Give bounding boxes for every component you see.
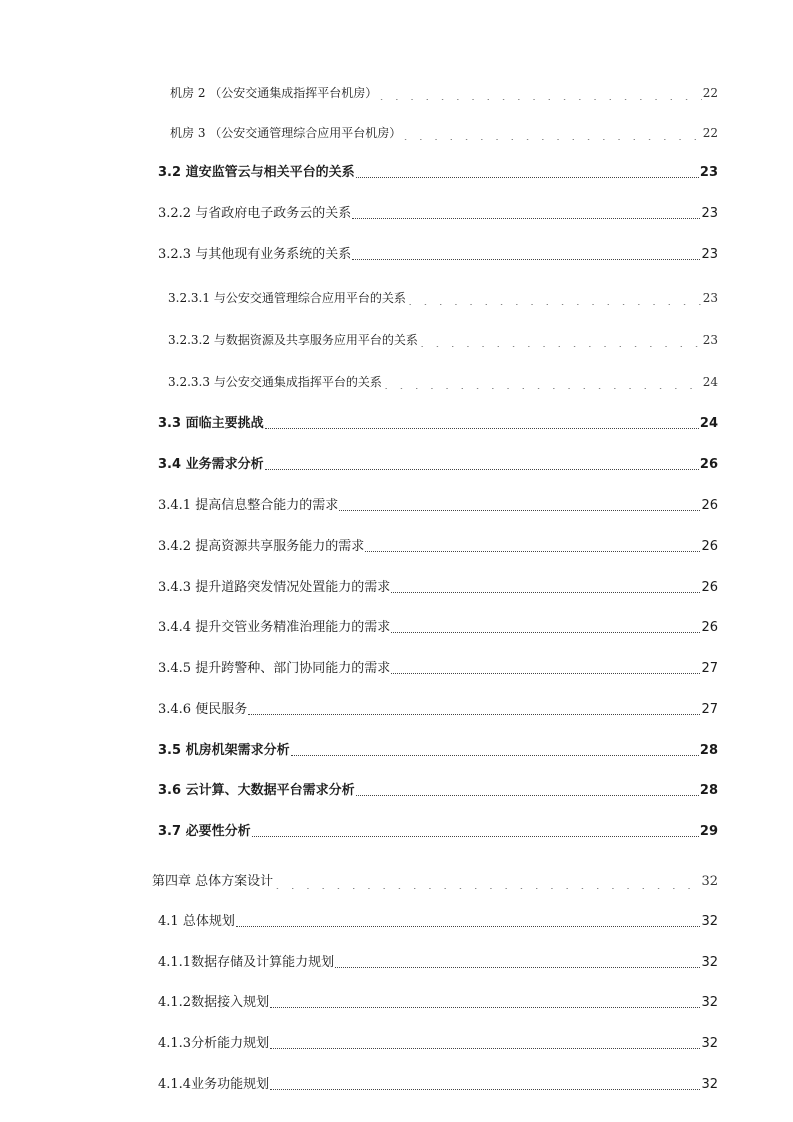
dot-leader [270, 1079, 700, 1090]
toc-page-number: 32 [701, 955, 718, 970]
toc-entry-3-3[interactable] [0, 409, 793, 433]
toc-entry-3-5[interactable] [0, 736, 793, 760]
toc-entry-title: 数据接入规划 [191, 995, 270, 1010]
dot-leader [391, 582, 700, 593]
toc-entry-title: 与数据资源及共享服务应用平台的关系 [213, 333, 418, 347]
toc-entry-title: 必要性分析 [185, 824, 251, 839]
toc-entry-text [158, 497, 338, 515]
toc-page-number: 23 [702, 333, 718, 347]
toc-entry-title: 数据存储及计算能力规划 [191, 955, 335, 970]
toc-entry-text [158, 782, 355, 800]
dot-leader [335, 957, 700, 968]
toc-entry-4-1-1[interactable] [0, 948, 793, 972]
dot-leader [356, 167, 699, 178]
toc-entry-text [158, 823, 251, 841]
toc-entry-number: 3.4.1 [158, 498, 192, 513]
toc-entry-number: 3.2.3.3 [168, 375, 210, 389]
toc-entry-4-1-2[interactable] [0, 988, 793, 1012]
toc-entry-text [158, 538, 364, 556]
toc-entry-room-3[interactable] [0, 118, 793, 142]
toc-page-number: 32 [701, 914, 718, 929]
dot-leader [383, 379, 702, 389]
toc-entry-number: 4.1.1 [158, 955, 192, 970]
toc-entry-number: 3.4.5 [158, 661, 192, 676]
toc-entry-4-1-4[interactable] [0, 1070, 793, 1094]
toc-entry-text [158, 164, 355, 182]
toc-page-number: 32 [701, 1036, 718, 1051]
toc-entry-text [168, 289, 406, 307]
toc-page-number: 32 [701, 1077, 718, 1092]
toc-entry-number: 3.2.3.1 [168, 291, 210, 305]
toc-entry-text [158, 1076, 269, 1094]
toc-page-number: 29 [699, 824, 718, 839]
toc-entry-text [158, 415, 264, 433]
toc-entry-3-2-2[interactable] [0, 199, 793, 223]
toc-page-number: 24 [699, 416, 718, 431]
toc-entry-text [158, 742, 290, 760]
toc-entry-title: 提升跨警种、部门协同能力的需求 [195, 661, 391, 676]
toc-entry-number: 3.4.6 [158, 702, 192, 717]
toc-entry-text [152, 873, 273, 891]
dot-leader [270, 997, 700, 1008]
toc-entry-title: 分析能力规划 [191, 1036, 270, 1051]
toc-page-number: 26 [699, 457, 718, 472]
toc-entry-3-4-3[interactable] [0, 573, 793, 597]
toc-page-number: 23 [699, 165, 718, 180]
toc-entry-text [158, 954, 334, 972]
toc-entry-number: 3.2.3 [158, 247, 192, 262]
dot-leader [270, 1038, 700, 1049]
dot-leader [352, 249, 700, 260]
toc-entry-chapter-4[interactable] [0, 867, 793, 891]
toc-entry-3-2[interactable] [0, 158, 793, 182]
toc-entry-3-6[interactable] [0, 776, 793, 800]
toc-entry-text [158, 205, 351, 223]
toc-entry-text [158, 619, 390, 637]
toc-entry-3-4[interactable] [0, 450, 793, 474]
toc-entry-3-4-1[interactable] [0, 491, 793, 515]
dot-leader [274, 879, 700, 889]
toc-entry-number: 第四章 [152, 874, 192, 889]
toc-entry-title: 与省政府电子政务云的关系 [195, 206, 352, 221]
toc-page-number: 23 [702, 291, 718, 305]
toc-entry-number: 机房 3 [170, 126, 206, 140]
dot-leader [407, 295, 702, 305]
dot-leader [356, 785, 699, 796]
toc-entry-number: 3.2 [158, 165, 182, 180]
toc-entry-4-1-3[interactable] [0, 1029, 793, 1053]
toc-entry-number: 3.6 [158, 783, 182, 798]
toc-entry-title: 提升交管业务精准治理能力的需求 [195, 620, 391, 635]
toc-page-number: 23 [701, 206, 718, 221]
toc-entry-number: 3.7 [158, 824, 182, 839]
toc-entry-text [158, 660, 390, 678]
toc-page-number: 22 [702, 126, 718, 140]
toc-entry-number: 3.4.2 [158, 539, 192, 554]
toc-entry-text [158, 579, 390, 597]
toc-page-number: 27 [701, 661, 718, 676]
toc-entry-title: 提升道路突发情况处置能力的需求 [195, 580, 391, 595]
toc-page-number: 26 [701, 498, 718, 513]
toc-entry-3-4-2[interactable] [0, 532, 793, 556]
dot-leader [252, 826, 699, 837]
toc-entry-title: 机房机架需求分析 [185, 743, 290, 758]
dot-leader [291, 745, 699, 756]
toc-entry-number: 4.1.2 [158, 995, 192, 1010]
toc-entry-title: （公安交通管理综合应用平台机房） [209, 126, 402, 140]
toc-page-number: 23 [701, 247, 718, 262]
toc-entry-text [170, 84, 377, 102]
dot-leader [402, 130, 701, 140]
toc-entry-title: 与其他现有业务系统的关系 [195, 247, 352, 262]
toc-entry-text [158, 701, 247, 719]
dot-leader [365, 541, 700, 552]
toc-entry-title: 总体规划 [182, 914, 235, 929]
toc-entry-number: 3.4.4 [158, 620, 192, 635]
toc-page-number: 27 [701, 702, 718, 717]
toc-entry-title: 业务需求分析 [185, 457, 264, 472]
toc-entry-3-4-4[interactable] [0, 613, 793, 637]
toc-page-number: 28 [699, 783, 718, 798]
dot-leader [352, 208, 700, 219]
dot-leader [248, 704, 700, 715]
toc-entry-3-2-3-3[interactable] [0, 367, 793, 391]
toc-entry-3-7[interactable] [0, 817, 793, 841]
toc-entry-number: 4.1 [158, 914, 179, 929]
toc-entry-text [168, 373, 382, 391]
toc-page-number: 22 [702, 86, 718, 100]
toc-entry-number: 3.4 [158, 457, 182, 472]
toc-page-number: 32 [701, 995, 718, 1010]
toc-entry-title: 提高资源共享服务能力的需求 [195, 539, 365, 554]
toc-entry-text [158, 456, 264, 474]
toc-entry-title: （公安交通集成指挥平台机房） [209, 86, 378, 100]
toc-entry-title: 与公安交通集成指挥平台的关系 [213, 375, 382, 389]
toc-entry-4-1[interactable] [0, 907, 793, 931]
toc-entry-3-4-6[interactable] [0, 695, 793, 719]
toc-entry-number: 3.2.2 [158, 206, 192, 221]
toc-entry-title: 业务功能规划 [191, 1077, 270, 1092]
dot-leader [391, 663, 700, 674]
toc-entry-title: 与公安交通管理综合应用平台的关系 [213, 291, 406, 305]
toc-page-number: 32 [701, 874, 718, 889]
toc-entry-number: 机房 2 [170, 86, 206, 100]
toc-entry-text [158, 994, 269, 1012]
toc-entry-text [158, 1035, 269, 1053]
dot-leader [339, 500, 700, 511]
toc-page-number: 26 [701, 620, 718, 635]
toc-entry-text [158, 913, 235, 931]
toc-entry-number: 4.1.4 [158, 1077, 192, 1092]
toc-entry-number: 3.3 [158, 416, 182, 431]
toc-entry-3-4-5[interactable] [0, 654, 793, 678]
toc-entry-3-2-3[interactable] [0, 240, 793, 264]
dot-leader [378, 90, 701, 100]
toc-entry-number: 3.2.3.2 [168, 333, 210, 347]
toc-page-number: 26 [701, 539, 718, 554]
toc-page-number: 24 [702, 375, 718, 389]
toc-entry-title: 道安监管云与相关平台的关系 [185, 165, 355, 180]
toc-entry-3-2-3-2[interactable] [0, 325, 793, 349]
toc-entry-title: 总体方案设计 [195, 874, 274, 889]
dot-leader [265, 459, 699, 470]
toc-page-number: 28 [699, 743, 718, 758]
toc-entry-number: 3.4.3 [158, 580, 192, 595]
dot-leader [419, 337, 702, 347]
dot-leader [236, 916, 701, 927]
dot-leader [391, 622, 700, 633]
toc-entry-title: 云计算、大数据平台需求分析 [185, 783, 355, 798]
toc-entry-title: 便民服务 [195, 702, 248, 717]
dot-leader [265, 418, 699, 429]
toc-entry-text [168, 331, 418, 349]
toc-entry-3-2-3-1[interactable] [0, 283, 793, 307]
toc-entry-title: 提高信息整合能力的需求 [195, 498, 339, 513]
toc-entry-number: 3.5 [158, 743, 182, 758]
toc-entry-text [158, 246, 351, 264]
toc-entry-title: 面临主要挑战 [185, 416, 264, 431]
toc-entry-text [170, 124, 401, 142]
toc-entry-number: 4.1.3 [158, 1036, 192, 1051]
toc-page-number: 26 [701, 580, 718, 595]
toc-entry-room-2[interactable] [0, 78, 793, 102]
